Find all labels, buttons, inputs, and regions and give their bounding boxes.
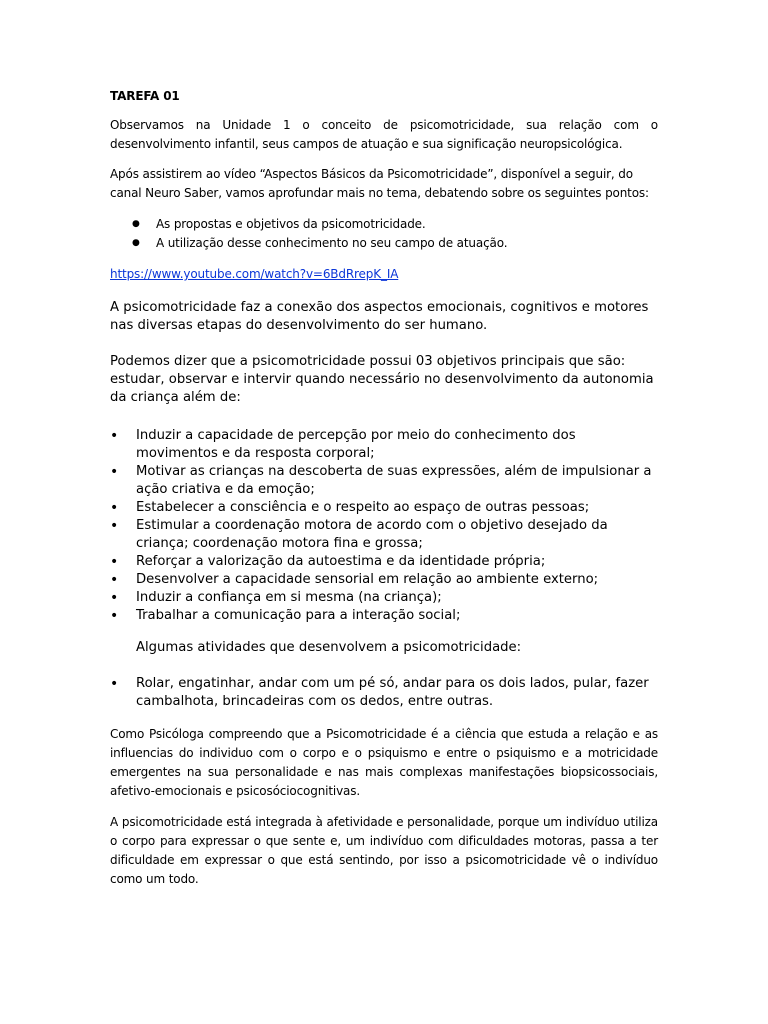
objectives-list: [110, 427, 658, 625]
list-item: • Reforçar a valorização da autoestima e da identidade própria;: [110, 553, 658, 571]
list-item: • Trabalhar a comunicação para a interação social;: [110, 607, 658, 625]
affectivity-paragraph: A psicomotricidade está integrada à afetividade e personalidade, porque um indivíduo utiliza o corpo para expressar o que sente e, um indivíduo com dificuldades motoras, passa a ter dificuldade em expressar o que está sentindo, por isso a psicomotricidade vê o indivíduo como um todo.: [110, 815, 658, 886]
topics-list: [110, 215, 658, 253]
list-item: • Desenvolver a capacidade sensorial em relação ao ambiente externo;: [110, 571, 658, 589]
list-item: • Estimular a coordenação motora de acordo com o objetivo desejado da criança; coordenação motora fina e grossa;: [110, 517, 658, 553]
psychologist-paragraph: Como Psicóloga compreendo que a Psicomotricidade é a ciência que estuda a relação e as influencias do individuo com o corpo e o psiquismo e entre o psiquismo e a motricidade emergentes na sua personalidade e nas mais complexas manifestações biopsicossociais, afetivo-emocionais e psicosóciocognitivas.: [110, 727, 658, 798]
connection-paragraph: A psicomotricidade faz a conexão dos aspectos emocionais, cognitivos e motores nas diversas etapas do desenvolvimento do ser humano.: [110, 300, 649, 333]
list-item: ● As propostas e objetivos da psicomotricidade.: [110, 215, 658, 234]
list-item: • Estabelecer a consciência e o respeito ao espaço de outras pessoas;: [110, 499, 658, 517]
activities-heading: Algumas atividades que desenvolvem a psicomotricidade:: [136, 640, 522, 655]
objectives-intro-paragraph: Podemos dizer que a psicomotricidade possui 03 objetivos principais que são: estudar, observar e intervir quando necessário no desenvolvimento da autonomia da criança além de:: [110, 354, 654, 405]
intro-paragraph: Observamos na Unidade 1 o conceito de psicomotricidade, sua relação com o desenvolvimento infantil, seus campos de atuação e sua significação neuropsicológica.: [110, 118, 658, 151]
video-paragraph: Após assistirem ao vídeo “Aspectos Básicos da Psicomotricidade”, disponível a seguir, do canal Neuro Saber, vamos aprofundar mais no tema, debatendo sobre os seguintes pontos:: [110, 167, 649, 200]
list-item: • Induzir a capacidade de percepção por meio do conhecimento dos movimentos e da resposta corporal;: [110, 427, 658, 463]
activities-list: [110, 675, 658, 711]
list-item: • Rolar, engatinhar, andar com um pé só, andar para os dois lados, pular, fazer cambalhota, brincadeiras com os dedos, entre outras.: [110, 675, 658, 711]
list-item: • Induzir a confiança em si mesma (na criança);: [110, 589, 658, 607]
video-link[interactable]: https://www.youtube.com/watch?v=6BdRrepK_IA: [110, 267, 399, 281]
list-item: • Motivar as crianças na descoberta de suas expressões, além de impulsionar a ação criativa e da emoção;: [110, 463, 658, 499]
list-item: ● A utilização desse conhecimento no seu campo de atuação.: [110, 234, 658, 253]
page-title: TAREFA 01: [110, 89, 180, 103]
